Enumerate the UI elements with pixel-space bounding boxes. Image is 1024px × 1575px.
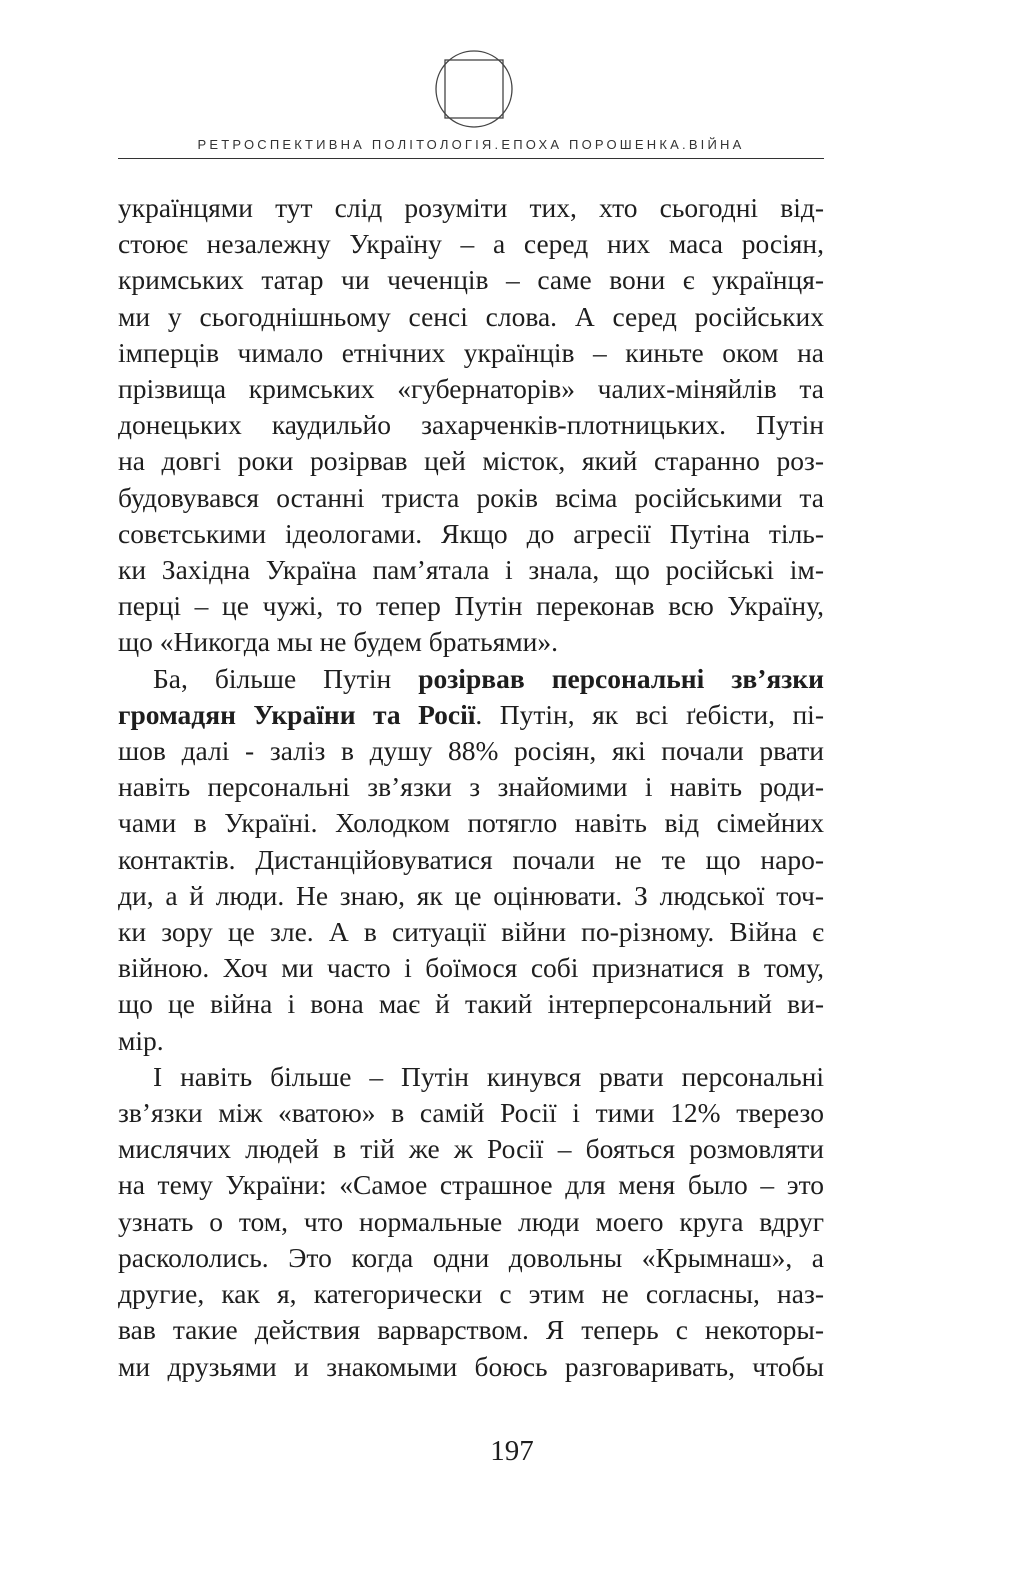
circle-square-logo-icon	[433, 48, 515, 130]
text-line: мір.	[118, 1024, 164, 1056]
text-line: раскололись. Это когда одни довольны «Крымнаш», а	[118, 1241, 824, 1273]
page-number: 197	[490, 1435, 534, 1467]
text-line: що це війна і вона має й такий інтерперсональний ви-	[118, 988, 824, 1020]
text-line: на тему України: «Самое страшное для меня было – это	[118, 1169, 824, 1201]
text-line: чами в Україні. Холодком потягло навіть від сімейних	[118, 807, 824, 839]
header-divider	[118, 158, 824, 159]
text-line: зв’язки між «ватою» в самій Росії і тими 12% тверезо	[118, 1097, 824, 1129]
text-line: І навіть більше – Путін кинувся рвати персональні	[153, 1060, 824, 1092]
paragraph-2-line-2	[118, 697, 824, 733]
text-line: ки зору це зле. А в ситуації війни по-різному. Війна є	[118, 916, 824, 948]
text-fragment: . Путін, як всі ґебісти, пі-	[475, 698, 824, 730]
text-line: прізвища кримських «губернаторів» чалих-міняйлів та	[118, 373, 824, 405]
text-line: контактів. Дистанційовуватися почали не те що наро-	[118, 843, 824, 875]
text-line: стоює незалежну Україну – а серед них маса росіян,	[118, 228, 824, 260]
text-line: мислячих людей в тій же ж Росії – бояться розмовляти	[118, 1133, 824, 1165]
running-header: РЕТРОСПЕКТИВНА ПОЛІТОЛОГІЯ.ЕПОХА ПОРОШЕНКА.ВІЙНА	[197, 137, 745, 152]
text-line: що «Никогда мы не будем братьями».	[118, 626, 558, 658]
text-line: вав такие действия варварством. Я теперь с некоторы-	[118, 1314, 824, 1346]
text-line: імперців чимало етнічних українців – киньте оком на	[118, 336, 824, 368]
text-line: шов далі - заліз в душу 88% росіян, які почали рвати	[118, 735, 824, 767]
bold-fragment: розірвав персональні зв’язки	[418, 662, 824, 694]
text-line: кримських татар чи чеченців – саме вони є українця-	[118, 264, 824, 296]
text-line: другие, как я, категорически с этим не согласны, наз-	[118, 1278, 824, 1310]
text-line: ми у сьогоднішньому сенсі слова. А серед російських	[118, 300, 824, 332]
paragraph-2-line-1	[118, 661, 824, 697]
text-line: на довгі роки розірвав цей місток, який старанно роз-	[118, 445, 824, 477]
text-line: ки Західна Україна пам’ятала і знала, що російські ім-	[118, 554, 824, 586]
text-line: ди, а й люди. Не знаю, як це оцінювати. З людської точ-	[118, 879, 824, 911]
text-line: совєтськими ідеологами. Якщо до агресії Путіна тіль-	[118, 517, 824, 549]
text-line: перці – це чужі, то тепер Путін переконав всю Україну,	[118, 590, 824, 622]
text-line: донецьких каудильйо захарченків-плотницьких. Путін	[118, 409, 824, 441]
text-line: узнать о том, что нормальные люди моего круга вдруг	[118, 1205, 824, 1237]
text-line: війною. Хоч ми часто і боїмося собі признатися в тому,	[118, 952, 824, 984]
text-line: ми друзьями и знакомыми боюсь разговаривать, чтобы	[118, 1350, 824, 1382]
text-line: українцями тут слід розуміти тих, хто сьогодні від-	[118, 192, 824, 223]
text-fragment: Ба, більше Путін	[153, 662, 419, 694]
bold-fragment: громадян України та Росії	[118, 698, 476, 730]
body-text	[118, 190, 824, 1385]
text-line: будовувався останні триста років всіма російськими та	[118, 481, 824, 513]
text-line: навіть персональні зв’язки з знайомими і навіть роди-	[118, 771, 824, 803]
